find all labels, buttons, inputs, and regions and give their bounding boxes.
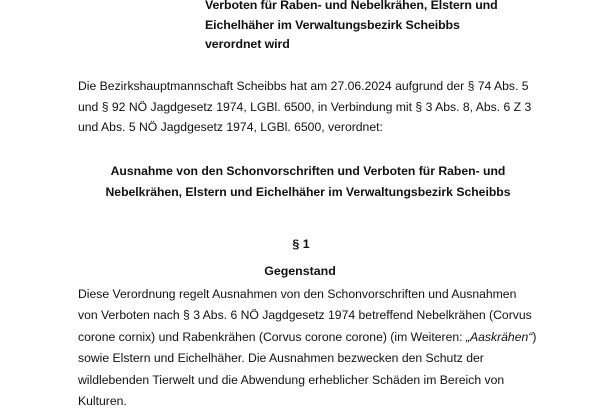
intro-line-1: Die Bezirkshauptmannschaft Scheibbs hat am 27.06.2024 aufgrund der § 74 Abs. 5 — [78, 79, 529, 93]
body-line-3-start: corone cornix) und Rabenkrähen (Corvus corone corone) (im Weiteren: — [78, 329, 466, 344]
body-line-1: Diese Verordnung regelt Ausnahmen von den Schonvorschriften und Ausnahmen — [78, 287, 517, 301]
title-line-2: Eichelhäher im Verwaltungsbezirk Scheibbs — [205, 17, 460, 32]
regulation-heading — [78, 161, 538, 202]
document-title — [205, 0, 525, 55]
intro-line-2: und § 92 NÖ Jagdgesetz 1974, LGBl. 6500, in Verbindung mit § 3 Abs. 8, Abs. 6 Z 3 — [78, 99, 532, 114]
term-aaskraehen: „Aaskrähen“ — [465, 329, 533, 344]
body-line-2: von Verboten nach § 3 Abs. 6 NÖ Jagdgesetz 1974 betreffend Nebelkrähen (Corvus — [78, 308, 532, 323]
heading-line-1: Ausnahme von den Schonvorschriften und Verboten für Raben- und — [110, 164, 506, 178]
section-body — [78, 284, 548, 412]
intro-paragraph — [78, 76, 548, 138]
body-line-3-end: ) — [532, 329, 537, 344]
section-number: § 1 — [292, 237, 310, 251]
title-line-1: Verboten für Raben- und Nebelkrähen, Elstern und — [205, 0, 498, 12]
body-line-3 — [78, 327, 548, 348]
section-title: Gegenstand — [264, 264, 336, 278]
body-line-6: Kulturen. — [78, 394, 127, 409]
intro-line-3: und Abs. 5 NÖ Jagdgesetz 1974, LGBl. 6500, verordnet: — [78, 120, 383, 135]
body-line-5: wildlebenden Tierwelt und die Abwendung erheblicher Schäden im Bereich von — [78, 372, 505, 387]
heading-line-2: Nebelkrähen, Elstern und Eichelhäher im Verwaltungsbezirk Scheibbs — [105, 184, 511, 199]
title-line-3: verordnet wird — [205, 37, 290, 52]
body-line-4: sowie Elstern und Eichelhäher. Die Ausnahmen bezwecken den Schutz der — [78, 351, 484, 366]
